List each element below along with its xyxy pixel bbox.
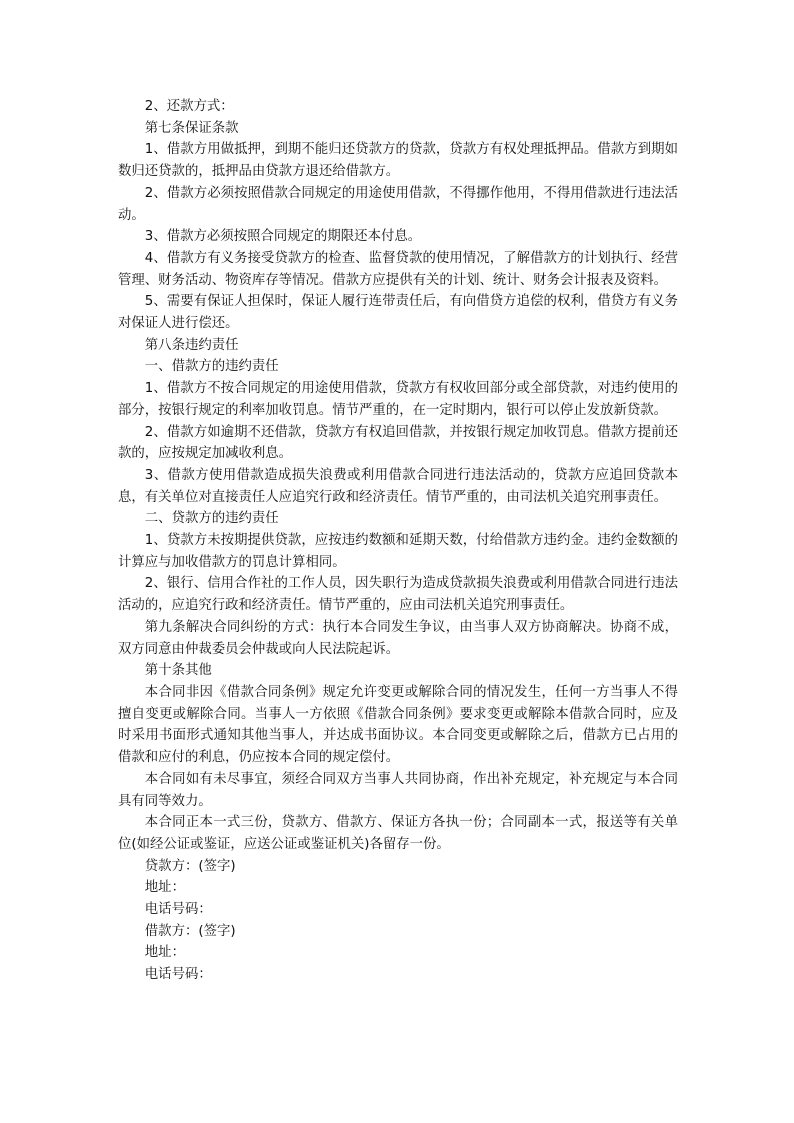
borrower-liability-item-2: 2、借款方如逾期不还借款，贷款方有权追回借款，并按银行规定加收罚息。借款方提前还款的，应按规定加减收利息。 <box>118 424 678 462</box>
lender-address: 地址： <box>144 880 185 896</box>
lender-signature: 贷款方：(签字) <box>144 858 236 874</box>
borrower-phone: 电话号码： <box>144 967 212 983</box>
article-9-dispute-resolution: 第九条解决合同纠纷的方式：执行本合同发生争议，由当事人双方协商解决。协商不成，双方同意由仲裁委员会仲裁或向人民法院起诉。 <box>118 619 678 657</box>
article-7-item-5: 5、需要有保证人担保时，保证人履行连带责任后，有向借贷方追偿的权利，借贷方有义务对保证人进行偿还。 <box>118 294 678 332</box>
borrower-liability-item-1: 1、借款方不按合同规定的用途使用借款，贷款方有权收回部分或全部贷款，对违约使用的部分，按银行规定的利率加收罚息。情节严重的，在一定时期内，银行可以停止发放新贷款。 <box>118 381 678 418</box>
article-10-clause-3: 本合同正本一式三份，贷款方、借款方、保证方各执一份；合同副本一式，报送等有关单位(如经公证或鉴证，应送公证或鉴证机关)各留存一份。 <box>118 815 678 852</box>
article-10-heading: 第十条其他 <box>144 663 212 679</box>
lender-liability-heading: 二、贷款方的违约责任 <box>144 511 279 527</box>
borrower-signature: 借款方：(签字) <box>144 923 236 939</box>
article-10-clause-2: 本合同如有未尽事宜，须经合同双方当事人共同协商，作出补充规定，补充规定与本合同具有同等效力。 <box>118 771 678 809</box>
article-7-item-1: 1、借款方用做抵押，到期不能归还贷款方的贷款，贷款方有权处理抵押品。借款方到期如数归还贷款的，抵押品由贷款方退还给借款方。 <box>118 142 678 180</box>
borrower-address: 地址： <box>144 945 185 961</box>
lender-liability-item-1: 1、贷款方未按期提供贷款，应按违约数额和延期天数，付给借款方违约金。违约金数额的计算应与加收借款方的罚息计算相同。 <box>118 533 678 570</box>
lender-phone: 电话号码： <box>144 902 212 918</box>
borrower-liability-item-3: 3、借款方使用借款造成损失浪费或利用借款合同进行违法活动的，贷款方应追回贷款本息，有关单位对直接责任人应追究行政和经济责任。情节严重的，由司法机关追究刑事责任。 <box>118 467 678 505</box>
lender-liability-item-2: 2、银行、信用合作社的工作人员，因失职行为造成贷款损失浪费或利用借款合同进行违法活动的，应追究行政和经济责任。情节严重的，应由司法机关追究刑事责任。 <box>118 576 678 614</box>
document-body <box>118 96 678 986</box>
repayment-method: 2、还款方式： <box>144 99 234 114</box>
borrower-liability-heading: 一、借款方的违约责任 <box>144 359 279 375</box>
article-7-item-3: 3、借款方必须按照合同规定的期限还本付息。 <box>144 229 422 245</box>
article-7-item-2: 2、借款方必须按照借款合同规定的用途使用借款，不得挪作他用，不得用借款进行违法活动。 <box>118 185 678 223</box>
article-8-heading: 第八条违约责任 <box>144 337 239 353</box>
article-7-heading: 第七条保证条款 <box>144 120 239 136</box>
article-7-item-4: 4、借款方有义务接受贷款方的检查、监督贷款的使用情况，了解借款方的计划执行、经营管理、财务活动、物资库存等情况。借款方应提供有关的计划、统计、财务会计报表及资料。 <box>118 250 678 288</box>
article-10-clause-1: 本合同非因《借款合同条例》规定允许变更或解除合同的情况发生，任何一方当事人不得擅自变更或解除合同。当事人一方依照《借款合同条例》要求变更或解除本借款合同时，应及时采用书面形式通知其他当事人，并达成书面协议。本合同变更或解除之后，借款方已占用的借款和应付的利息，仍应按本合同的规定偿付。 <box>118 684 678 766</box>
